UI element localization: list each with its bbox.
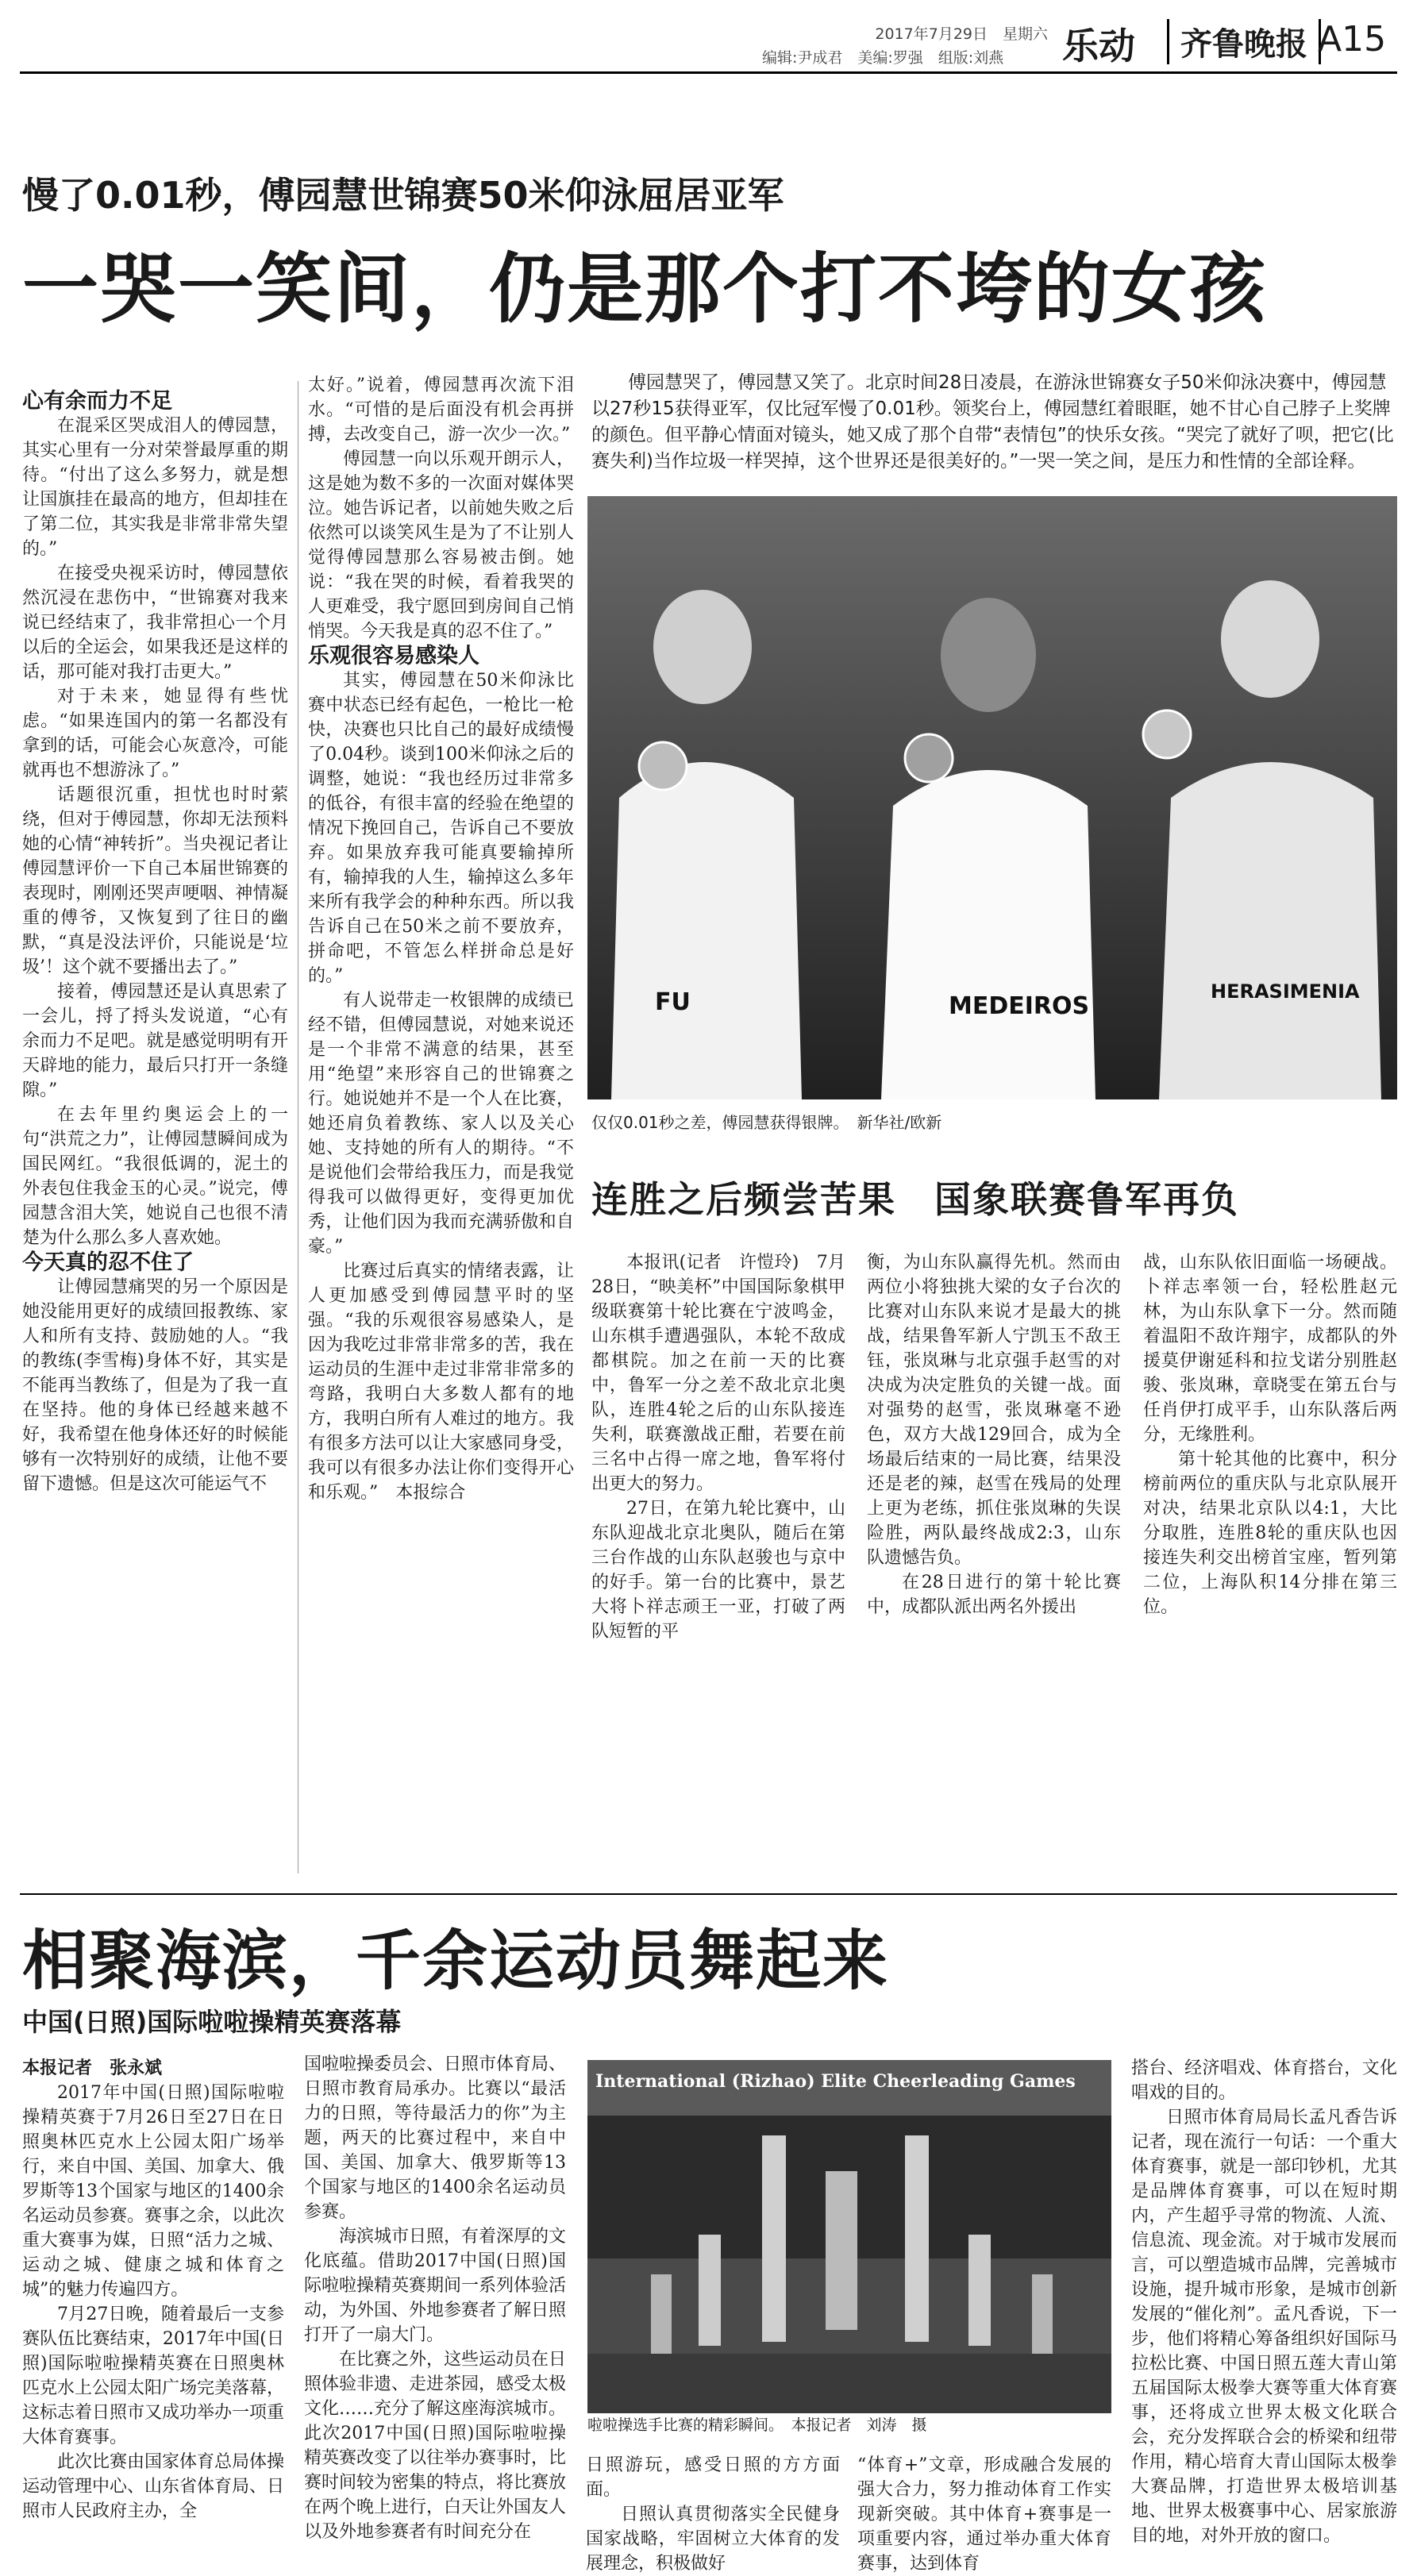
paragraph: 傅园慧一向以乐观开朗示人，这是她为数不多的一次面对媒体哭泣。她告诉记者，以前她失败之后依然可以谈笑风生是为了不让别人觉得傅园慧那么容易被击倒。她说：“我在哭的时候，看着我哭的人更难受，我宁愿回到房间自己悄悄哭。今天我是真的忍不住了。” — [308, 449, 574, 641]
article2-column-2 — [867, 1250, 1121, 1619]
article3-column-5 — [1131, 2056, 1397, 2548]
article1-column-1 — [22, 389, 288, 1496]
paragraph: 在去年里约奥运会上的一句“洪荒之力”，让傅园慧瞬间成为国民网红。“我很低调的，泥土的外表包住我金玉的心灵。”说完，傅园慧含泪大笑，她说自己也很不清楚为什么那么多人喜欢她。 — [22, 1105, 288, 1248]
paragraph: 海滨城市日照，有着深厚的文化底蕴。借助2017中国(日照)国际啦啦操精英赛期间一系列体验活动，为外国、外地参赛者了解日照打开了一扇大门。 — [304, 2227, 567, 2345]
paragraph: 7月27日晚，随着最后一支参赛队伍比赛结束，2017年中国(日照)国际啦啦操精英赛在日照奥林匹克水上公园太阳广场完美落幕，这标志着日照市又成功举办一项重大体育赛事。 — [22, 2305, 285, 2447]
paragraph-continued: 战，山东队依旧面临一场硬战。卜祥志率领一台，轻松胜赵元林，为山东队拿下一分。然而随着温阳不敌许翔宇，成都队的外援莫伊谢延科和拉戈诺分别胜赵骏、张岚琳，章晓雯在第五台与任肖伊打成平手，山东队落后两分，无缘胜利。 — [1143, 1253, 1397, 1445]
page-number: A15 — [1318, 19, 1387, 60]
paragraph: 27日，在第九轮比赛中，山东队迎战北京北奥队，随后在第三台作战的山东队赵骏也与京中的好手。第一台的比赛中，景艺大将卜祥志顽王一亚，打破了两队短暂的平 — [591, 1499, 845, 1642]
paragraph: 本报讯(记者 许愷玲) 7月28日，“映美杯”中国国际象棋甲级联赛第十轮比赛在宁波鸣金，山东棋手遭遇强队，本轮不敌成都棋院。加之在前一天的比赛中，鲁军一分之差不敌北京北奥队，连胜4轮之后的山东队接连失利，联赛激战正酣，若要在前三名中占得一席之地，鲁军将付出更大的努力。 — [591, 1253, 845, 1494]
section-name: 乐动 — [1062, 25, 1135, 67]
paragraph: 日照认真贯彻落实全民健身国家战略，牢固树立大体育的发展理念，积极做好 — [586, 2505, 840, 2574]
article3-subhead: 中国(日照)国际啦啦操精英赛落幕 — [22, 2007, 402, 2037]
article1-lead: 傅园慧哭了，傅园慧又笑了。北京时间28日凌晨，在游泳世锦赛女子50米仰泳决赛中，傅园慧以27秒15获得亚军，仅比冠军慢了0.01秒。领奖台上，傅园慧红着眼眶，她不甘心自己脖子上奖牌的颜色。但平静心情面对镜头，她又成了那个自带“表情包”的快乐女孩。“哭完了就好了呗，把它(比赛失利)当作垃圾一样哭掉，这个世界还是很美好的。”一哭一笑之间，是压力和性情的全部诠释。 — [591, 372, 1394, 472]
masthead-meta — [762, 22, 1064, 70]
paragraph: 对于未来，她显得有些忧虑。“如果连国内的第一名都没有拿到的话，可能会心灰意冷，可能就再也不想游泳了。” — [22, 687, 288, 780]
paragraph-continued: 日照游玩，感受日照的方方面面。 — [586, 2455, 840, 2500]
article3-photo-caption: 啦啦操选手比赛的精彩瞬间。 本报记者 刘涛 摄 — [587, 2416, 927, 2434]
paragraph: 在接受央视采访时，傅园慧依然沉浸在悲伤中，“世锦赛对我来说已经结束了，我非常担心一个月以后的全运会，如果我还是这样的话，那可能对我打击更大。” — [22, 564, 288, 682]
photo-banner-text: International (Rizhao) Elite Cheerleading Games — [595, 2071, 1076, 2092]
article3-column-3 — [586, 2453, 840, 2576]
bib-name-2: MEDEIROS — [949, 992, 1090, 1020]
article1-photo-caption: 仅仅0.01秒之差，傅园慧获得银牌。 新华社/欧新 — [591, 1113, 942, 1132]
article1-headline: 一哭一笑间，仍是那个打不垮的女孩 — [22, 245, 1267, 333]
article3-column-4 — [857, 2453, 1111, 2576]
paragraph: 比赛过后真实的情绪表露，让人更加感受到傅园慧平时的坚强。“我的乐观很容易感染人，是因为我吃过非常非常多的苦，我在运动员的生涯中走过非常非常多的弯路，我明白大多数人都有的地方，我明白所有人难过的地方。我有很多方法可以让大家感同身受，我可以有很多办法让你们变得开心和乐观。” 本报综合 — [308, 1261, 574, 1503]
bib-name-1: FU — [655, 988, 691, 1016]
article3-headline: 相聚海滨，千余运动员舞起来 — [22, 1923, 890, 1999]
byline: 本报记者 张永斌 — [22, 2058, 163, 2078]
section-rule — [20, 1893, 1397, 1895]
paragraph: 2017年中国(日照)国际啦啦操精英赛于7月26日至27日在日照奥林匹克水上公园太阳广场举行，来自中国、美国、加拿大、俄罗斯等13个国家与地区的1400余名运动员参赛。赛事之余，以此次重大赛事为媒，日照“活力之城、运动之城、健康之城和体育之城”的魅力传遍四方。 — [22, 2083, 285, 2300]
article1-column-2 — [308, 373, 574, 1505]
paragraph-continued: “体育+”文章，形成融合发展的强大合力，努力推动体育工作实现新突破。其中体育+赛事是一项重要内容，通过举办重大体育赛事，达到体育 — [857, 2455, 1111, 2574]
paragraph: 在混采区哭成泪人的傅园慧，其实心里有一分对荣誉最厚重的期待。“付出了这么多努力，就是想让国旗挂在最高的地方，但却挂在了第二位，其实我是非常非常失望的。” — [22, 416, 288, 559]
paragraph: 在比赛之外，这些运动员在日照体验非遗、走进茶园，感受太极文化……充分了解这座海滨城市。此次2017中国(日照)国际啦啦操精英赛改变了以往举办赛事时，比赛时间较为密集的特点，将比赛放在两个晚上进行，白天让外国友人以及外地参赛者有时间充分在 — [304, 2350, 567, 2542]
paragraph-continued: 搭台、经济唱戏、体育搭台，文化唱戏的目的。 — [1131, 2058, 1397, 2103]
paragraph: 让傅园慧痛哭的另一个原因是她没能用更好的成绩回报教练、家人和所有支持、鼓励她的人。“我的教练(李雪梅)身体不好，其实是不能再当教练了，但是为了我一直在坚持。他的身体已经越来越不好，我希望在他身体还好的时候能够有一次特别好的成绩，让他不要留下遗憾。但是这次可能运气不 — [22, 1277, 288, 1494]
editors-line: 编辑:尹成君 美编:罗强 组版:刘燕 — [762, 49, 1004, 67]
paragraph: 话题很沉重，担忧也时时萦绕，但对于傅园慧，你却无法预料她的心情“神转折”。当央视记者让傅园慧评价一下自己本届世锦赛的表现时，刚刚还哭声哽咽、神情凝重的傅爷，又恢复到了往日的幽默，“真是没法评价，只能说是‘垃圾’！这个就不要播出去了。” — [22, 785, 288, 977]
subheading: 乐观很容易感染人 — [308, 644, 479, 668]
paragraph-continued: 国啦啦操委员会、日照市体育局、日照市教育局承办。比赛以“最活力的日照，等待最活力的你”为主题，两天的比赛过程中，来自中国、美国、加拿大、俄罗斯等13个国家与地区的1400余名运动员参赛。 — [304, 2054, 567, 2222]
paragraph: 日照市体育局局长孟凡香告诉记者，现在流行一句话：一个重大体育赛事，就是一部印钞机，尤其是品牌体育赛事，可以在短时期内，产生超乎寻常的物流、人流、信息流、现金流。对于城市发展而言，可以塑造城市品牌，完善城市设施，提升城市形象，是城市创新发展的“催化剂”。孟凡香说，下一步，他们将精心筹备组织好国际马拉松比赛、中国日照五莲大青山第五届国际太极拳大赛等重大体育赛事，还将成立世界太极文化联合会，充分发挥联合会的桥梁和纽带作用，精心培育大青山国际太极拳大赛品牌，打造世界太极培训基地、世界太极赛事中心、居家旅游目的地，对外开放的窗口。 — [1131, 2108, 1397, 2546]
paragraph: 在28日进行的第十轮比赛中，成都队派出两名外援出 — [867, 1573, 1121, 1617]
cheerleading-photo-illustration — [587, 2060, 1111, 2413]
paragraph: 有人说带走一枚银牌的成绩已经不错，但傅园慧说，对她来说还是一个非常不满意的结果，甚至用“绝望”来形容自己的世锦赛之行。她说她并不是一个人在比赛，她还肩负着教练、家人以及关心她、支持她的所有人的期待。“不是说他们会带给我压力，而是我觉得我可以做得更好，变得更加优秀，让他们因为我而充满骄傲和自豪。” — [308, 991, 574, 1257]
paper-logo: 齐鲁晚报 — [1167, 19, 1321, 64]
article2-column-3 — [1143, 1250, 1397, 1619]
paragraph-continued: 衡，为山东队赢得先机。然而由两位小将独挑大梁的女子台次的比赛对山东队来说才是最大的挑战，结果鲁军新人宁凯玉不敌王钰，张岚琳与北京强手赵雪的对决成为决定胜负的关键一战。面对强势的赵雪，张岚琳毫不逊色，双方大战129回合，成为全场最后结束的一局比赛，结果没还是老的辣，赵雪在残局的处理上更为老练，抓住张岚琳的失误险胜，两队最终战成2:3，山东队遗憾告负。 — [867, 1253, 1121, 1568]
paragraph: 接着，傅园慧还是认真思索了一会儿，捋了捋头发说道，“心有余而力不足吧。就是感觉明明有开天辟地的能力，最后只打开一条缝隙。” — [22, 982, 288, 1100]
article3-column-1 — [22, 2056, 284, 2524]
article3-photo — [587, 2060, 1111, 2413]
subheading: 今天真的忍不住了 — [22, 1250, 194, 1275]
paragraph: 第十轮其他的比赛中，积分榜前两位的重庆队与北京队展开对决，结果北京队以4:1，大比分取胜，连胜8轮的重庆队也因接连失利交出榜首宝座，暂列第二位，上海队积14分排在第三位。 — [1143, 1450, 1397, 1617]
subheading: 心有余而力不足 — [22, 389, 172, 414]
article1-kicker: 慢了0.01秒，傅园慧世锦赛50米仰泳屈居亚军 — [22, 174, 784, 217]
article3-column-2 — [304, 2052, 566, 2544]
paragraph-continued: 太好。”说着，傅园慧再次流下泪水。“可惜的是后面没有机会再拼搏，去改变自己，游一次少一次。” — [308, 375, 574, 445]
masthead-rule — [20, 71, 1397, 74]
paragraph: 此次比赛由国家体育总局体操运动管理中心、山东省体育局、日照市人民政府主办，全 — [22, 2452, 285, 2521]
paragraph: 其实，傅园慧在50米仰泳比赛中状态已经有起色，一枪比一枪快，决赛也只比自己的最好成绩慢了0.04秒。谈到100米仰泳之后的调整，她说：“我也经历过非常多的低谷，有很丰富的经验在绝望的情况下挽回自己，告诉自己不要放弃。如果放弃我可能真要输掉所有，输掉我的人生，输掉这么多年来所有我学会的种种东西。所以我告诉自己在50米之前不要放弃，拼命吧，不管怎么样拼命总是好的。” — [308, 671, 574, 986]
date-line: 2017年7月29日 星期六 — [875, 25, 1048, 43]
bib-name-3: HERASIMENIA — [1211, 980, 1360, 1003]
article1-photo — [587, 496, 1397, 1099]
article2-headline: 连胜之后频尝苦果 国象联赛鲁军再负 — [591, 1178, 1239, 1221]
article2-column-1 — [591, 1250, 845, 1644]
